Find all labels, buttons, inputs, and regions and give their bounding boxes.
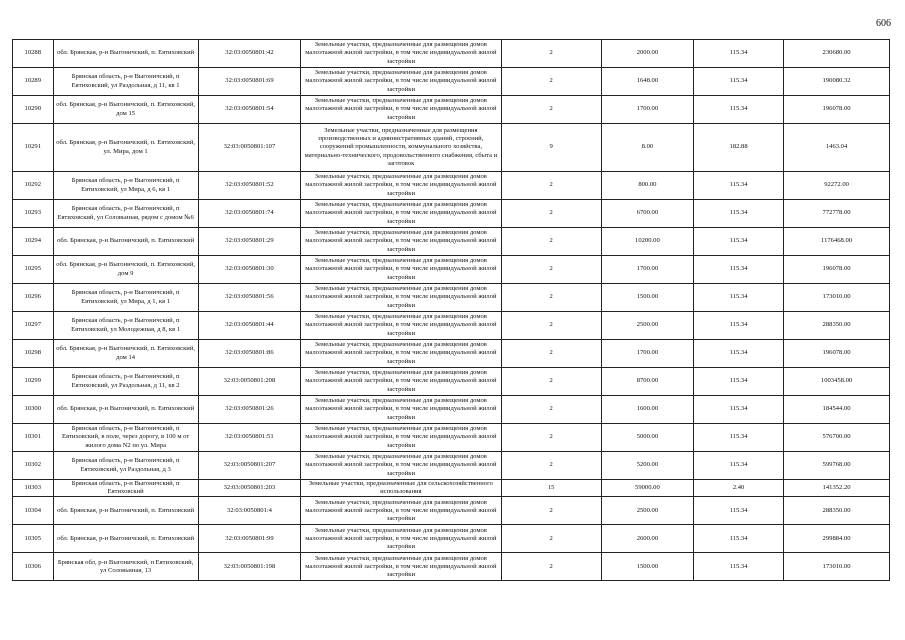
cadastral-number-cell: 32:03:0050801:52	[198, 172, 300, 200]
land-use-cell: Земельные участки, предназначенные для размещения домов малоэтажной жилой застройки, в том числе индивидуальной жилой застройки	[301, 396, 501, 424]
area-cell: 2600.00	[601, 525, 693, 553]
land-use-cell: Земельные участки, предназначенные для размещения домов малоэтажной жилой застройки, в том числе индивидуальной жилой застройки	[301, 368, 501, 396]
category-cell: 2	[501, 497, 601, 525]
rate-cell: 115.34	[694, 284, 784, 312]
address-cell: Брянская область, р-н Выгоничский, п Еятиховский	[53, 480, 198, 497]
cadastral-number-cell: 32:03:0050801:54	[198, 96, 300, 124]
category-cell: 2	[501, 340, 601, 368]
row-number: 10298	[13, 340, 54, 368]
rate-cell: 115.34	[694, 200, 784, 228]
land-use-cell: Земельные участки, предназначенные для размещения домов малоэтажной жилой застройки, в том числе индивидуальной жилой застройки	[301, 312, 501, 340]
category-cell: 2	[501, 424, 601, 452]
category-cell: 2	[501, 40, 601, 68]
cadastral-value-cell: 173010.00	[784, 284, 890, 312]
land-registry-table	[12, 39, 890, 581]
area-cell: 1500.00	[601, 284, 693, 312]
land-use-cell: Земельные участки, предназначенные для размещения домов малоэтажной жилой застройки, в том числе индивидуальной жилой застройки	[301, 452, 501, 480]
rate-cell: 115.34	[694, 96, 784, 124]
address-cell: Брянская область, р-н Выгоничский, п Еятиховский, ул Молодежная, д 8, кв 1	[53, 312, 198, 340]
cadastral-number-cell: 32:03:0050801:74	[198, 200, 300, 228]
rate-cell: 115.34	[694, 368, 784, 396]
category-cell: 2	[501, 228, 601, 256]
category-cell: 2	[501, 256, 601, 284]
row-number: 10303	[13, 480, 54, 497]
table-row	[13, 256, 890, 284]
rate-cell: 115.34	[694, 340, 784, 368]
rate-cell: 115.34	[694, 525, 784, 553]
table-row	[13, 396, 890, 424]
rate-cell: 115.34	[694, 553, 784, 581]
address-cell: обл. Брянская, р-н Выгоничский, п. Еятиховский	[53, 40, 198, 68]
area-cell: 2000.00	[601, 40, 693, 68]
table-row	[13, 200, 890, 228]
rate-cell: 115.34	[694, 172, 784, 200]
row-number: 10294	[13, 228, 54, 256]
row-number: 10304	[13, 497, 54, 525]
category-cell: 2	[501, 525, 601, 553]
table-row	[13, 68, 890, 96]
rate-cell: 115.34	[694, 396, 784, 424]
cadastral-value-cell: 230680.00	[784, 40, 890, 68]
land-use-cell: Земельные участки, предназначенные для размещения домов малоэтажной жилой застройки, в том числе индивидуальной жилой застройки	[301, 497, 501, 525]
land-use-cell: Земельные участки, предназначенные для размещения домов малоэтажной жилой застройки, в том числе индивидуальной жилой застройки	[301, 424, 501, 452]
rate-cell: 115.34	[694, 68, 784, 96]
cadastral-value-cell: 141352.20	[784, 480, 890, 497]
row-number: 10296	[13, 284, 54, 312]
row-number: 10299	[13, 368, 54, 396]
land-use-cell: Земельные участки, предназначенные для размещения домов малоэтажной жилой застройки, в том числе индивидуальной жилой застройки	[301, 228, 501, 256]
land-use-cell: Земельные участки, предназначенные для размещения домов малоэтажной жилой застройки, в том числе индивидуальной жилой застройки	[301, 40, 501, 68]
table-body	[13, 40, 890, 581]
category-cell: 2	[501, 284, 601, 312]
cadastral-value-cell: 184544.00	[784, 396, 890, 424]
table-row	[13, 340, 890, 368]
table-row	[13, 424, 890, 452]
rate-cell: 115.34	[694, 228, 784, 256]
area-cell: 1700.00	[601, 96, 693, 124]
land-use-cell: Земельные участки, предназначенные для размещения домов малоэтажной жилой застройки, в том числе индивидуальной жилой застройки	[301, 256, 501, 284]
address-cell: обл. Брянская, р-н Выгоничский, п. Еятиховский	[53, 497, 198, 525]
category-cell: 2	[501, 200, 601, 228]
address-cell: Брянская область, р-н Выгоничский, п Еятиховский, в поле, через дорогу, в 100 м от жилого дома N2 по ул. Мира	[53, 424, 198, 452]
table-row	[13, 96, 890, 124]
cadastral-number-cell: 32:03:0050801:51	[198, 424, 300, 452]
table-row	[13, 172, 890, 200]
cadastral-number-cell: 32:03:0050801:4	[198, 497, 300, 525]
area-cell: 1700.00	[601, 256, 693, 284]
cadastral-value-cell: 92272.00	[784, 172, 890, 200]
cadastral-number-cell: 32:03:0050801:30	[198, 256, 300, 284]
category-cell: 2	[501, 96, 601, 124]
rate-cell: 115.34	[694, 452, 784, 480]
table-row	[13, 452, 890, 480]
address-cell: Брянская область, р-н Выгоничский, п Еятиховский, ул Мира, д 1, кв 1	[53, 284, 198, 312]
land-use-cell: Земельные участки, предназначенные для размещения домов малоэтажной жилой застройки, в том числе индивидуальной жилой застройки	[301, 340, 501, 368]
table-row	[13, 497, 890, 525]
category-cell: 9	[501, 124, 601, 172]
land-use-cell: Земельные участки, предназначенные для размещения домов малоэтажной жилой застройки, в том числе индивидуальной жилой застройки	[301, 68, 501, 96]
land-use-cell: Земельные участки, предназначенные для размещения производственных и административных зданий, строений, сооружений промышленности, коммунального хозяйства, материально-технического, продовольственного снабжения, сбыта и заготовок	[301, 124, 501, 172]
cadastral-value-cell: 772778.00	[784, 200, 890, 228]
table-row	[13, 525, 890, 553]
land-use-cell: Земельные участки, предназначенные для размещения домов малоэтажной жилой застройки, в том числе индивидуальной жилой застройки	[301, 96, 501, 124]
row-number: 10300	[13, 396, 54, 424]
address-cell: Брянская область, р-н Выгоничский, п Еятиховский, ул Мира, д 6, кв 1	[53, 172, 198, 200]
address-cell: обл. Брянская, р-н Выгоничский, п. Еятиховский, дом 15	[53, 96, 198, 124]
table-row	[13, 312, 890, 340]
category-cell: 2	[501, 312, 601, 340]
table-row	[13, 124, 890, 172]
cadastral-value-cell: 288350.00	[784, 312, 890, 340]
address-cell: обл. Брянская, р-н Выгоничский, п. Еятиховский	[53, 396, 198, 424]
cadastral-value-cell: 1003458.00	[784, 368, 890, 396]
row-number: 10297	[13, 312, 54, 340]
area-cell: 1648.00	[601, 68, 693, 96]
cadastral-value-cell: 196078.00	[784, 340, 890, 368]
row-number: 10293	[13, 200, 54, 228]
area-cell: 5200.00	[601, 452, 693, 480]
address-cell: обл. Брянская, р-н Выгоничский, п. Еятиховский, дом 14	[53, 340, 198, 368]
cadastral-number-cell: 32:03:0050801:208	[198, 368, 300, 396]
land-use-cell: Земельные участки, предназначенные для размещения домов малоэтажной жилой застройки, в том числе индивидуальной жилой застройки	[301, 525, 501, 553]
category-cell: 2	[501, 553, 601, 581]
cadastral-number-cell: 32:03:0050801:99	[198, 525, 300, 553]
category-cell: 2	[501, 368, 601, 396]
row-number: 10295	[13, 256, 54, 284]
cadastral-number-cell: 32:03:0050801:44	[198, 312, 300, 340]
rate-cell: 115.34	[694, 424, 784, 452]
table-row	[13, 553, 890, 581]
table-row	[13, 40, 890, 68]
area-cell: 59000.00	[601, 480, 693, 497]
row-number: 10288	[13, 40, 54, 68]
rate-cell: 115.34	[694, 497, 784, 525]
category-cell: 2	[501, 172, 601, 200]
category-cell: 2	[501, 68, 601, 96]
row-number: 10291	[13, 124, 54, 172]
cadastral-number-cell: 32:03:0050801:29	[198, 228, 300, 256]
cadastral-number-cell: 32:03:0050801:207	[198, 452, 300, 480]
row-number: 10292	[13, 172, 54, 200]
land-use-cell: Земельные участки, предназначенные для сельскохозяйственного использования	[301, 480, 501, 497]
table-row	[13, 368, 890, 396]
row-number: 10302	[13, 452, 54, 480]
address-cell: Брянская область, р-н Выгоничский, п Еятиховский, ул Раздольная, д 11, кв 1	[53, 68, 198, 96]
cadastral-number-cell: 32:03:0050801:26	[198, 396, 300, 424]
cadastral-number-cell: 32:03:0050801:69	[198, 68, 300, 96]
cadastral-value-cell: 576700.00	[784, 424, 890, 452]
table-row	[13, 284, 890, 312]
table-row	[13, 480, 890, 497]
rate-cell: 182.88	[694, 124, 784, 172]
address-cell: Брянская область, р-н Выгоничский, п Еятиховский, ул Раздольная, д 3	[53, 452, 198, 480]
land-use-cell: Земельные участки, предназначенные для размещения домов малоэтажной жилой застройки, в том числе индивидуальной жилой застройки	[301, 284, 501, 312]
rate-cell: 115.34	[694, 40, 784, 68]
cadastral-number-cell: 32:03:0050801:56	[198, 284, 300, 312]
category-cell: 15	[501, 480, 601, 497]
cadastral-value-cell: 196078.00	[784, 96, 890, 124]
cadastral-value-cell: 196078.00	[784, 256, 890, 284]
rate-cell: 2.40	[694, 480, 784, 497]
cadastral-value-cell: 190080.32	[784, 68, 890, 96]
address-cell: обл. Брянская, р-н Выгоничский, п. Еятиховский, дом 9	[53, 256, 198, 284]
page-number: 606	[876, 18, 891, 29]
area-cell: 800.00	[601, 172, 693, 200]
cadastral-value-cell: 173010.00	[784, 553, 890, 581]
area-cell: 1700.00	[601, 340, 693, 368]
cadastral-number-cell: 32:03:0050801:86	[198, 340, 300, 368]
address-cell: обл. Брянская, р-н Выгоничский, п. Еятиховский, ул. Мира, дом 1	[53, 124, 198, 172]
row-number: 10301	[13, 424, 54, 452]
area-cell: 5000.00	[601, 424, 693, 452]
cadastral-value-cell: 599768.00	[784, 452, 890, 480]
cadastral-number-cell: 32:03:0050801:203	[198, 480, 300, 497]
cadastral-number-cell: 32:03:0050801:198	[198, 553, 300, 581]
area-cell: 10200.00	[601, 228, 693, 256]
land-use-cell: Земельные участки, предназначенные для размещения домов малоэтажной жилой застройки, в том числе индивидуальной жилой застройки	[301, 553, 501, 581]
address-cell: Брянская обл, р-н Выгоничский, п Еятиховский, ул Соловьиная, 13	[53, 553, 198, 581]
table-row	[13, 228, 890, 256]
area-cell: 2500.00	[601, 312, 693, 340]
area-cell: 6700.00	[601, 200, 693, 228]
row-number: 10306	[13, 553, 54, 581]
address-cell: Брянская область, р-н Выгоничский, п Еятиховский, ул Раздольная, д 11, кв 2	[53, 368, 198, 396]
area-cell: 2500.00	[601, 497, 693, 525]
area-cell: 8.00	[601, 124, 693, 172]
cadastral-value-cell: 299884.00	[784, 525, 890, 553]
rate-cell: 115.34	[694, 256, 784, 284]
row-number: 10289	[13, 68, 54, 96]
address-cell: обл. Брянская, р-н Выгоничский, п. Еятиховский	[53, 228, 198, 256]
category-cell: 2	[501, 452, 601, 480]
address-cell: Брянская область, р-н Выгоничский, п Еятиховский, ул Соловьиная, рядом с домом №6	[53, 200, 198, 228]
row-number: 10290	[13, 96, 54, 124]
address-cell: обл. Брянская, р-н Выгоничский, п. Еятиховский	[53, 525, 198, 553]
area-cell: 1600.00	[601, 396, 693, 424]
land-use-cell: Земельные участки, предназначенные для размещения домов малоэтажной жилой застройки, в том числе индивидуальной жилой застройки	[301, 200, 501, 228]
category-cell: 2	[501, 396, 601, 424]
cadastral-number-cell: 32:03:0050801:107	[198, 124, 300, 172]
area-cell: 8700.00	[601, 368, 693, 396]
cadastral-value-cell: 1176468.00	[784, 228, 890, 256]
cadastral-value-cell: 1463.04	[784, 124, 890, 172]
cadastral-value-cell: 288350.00	[784, 497, 890, 525]
cadastral-number-cell: 32:03:0050801:42	[198, 40, 300, 68]
area-cell: 1500.00	[601, 553, 693, 581]
row-number: 10305	[13, 525, 54, 553]
rate-cell: 115.34	[694, 312, 784, 340]
land-use-cell: Земельные участки, предназначенные для размещения домов малоэтажной жилой застройки, в том числе индивидуальной жилой застройки	[301, 172, 501, 200]
